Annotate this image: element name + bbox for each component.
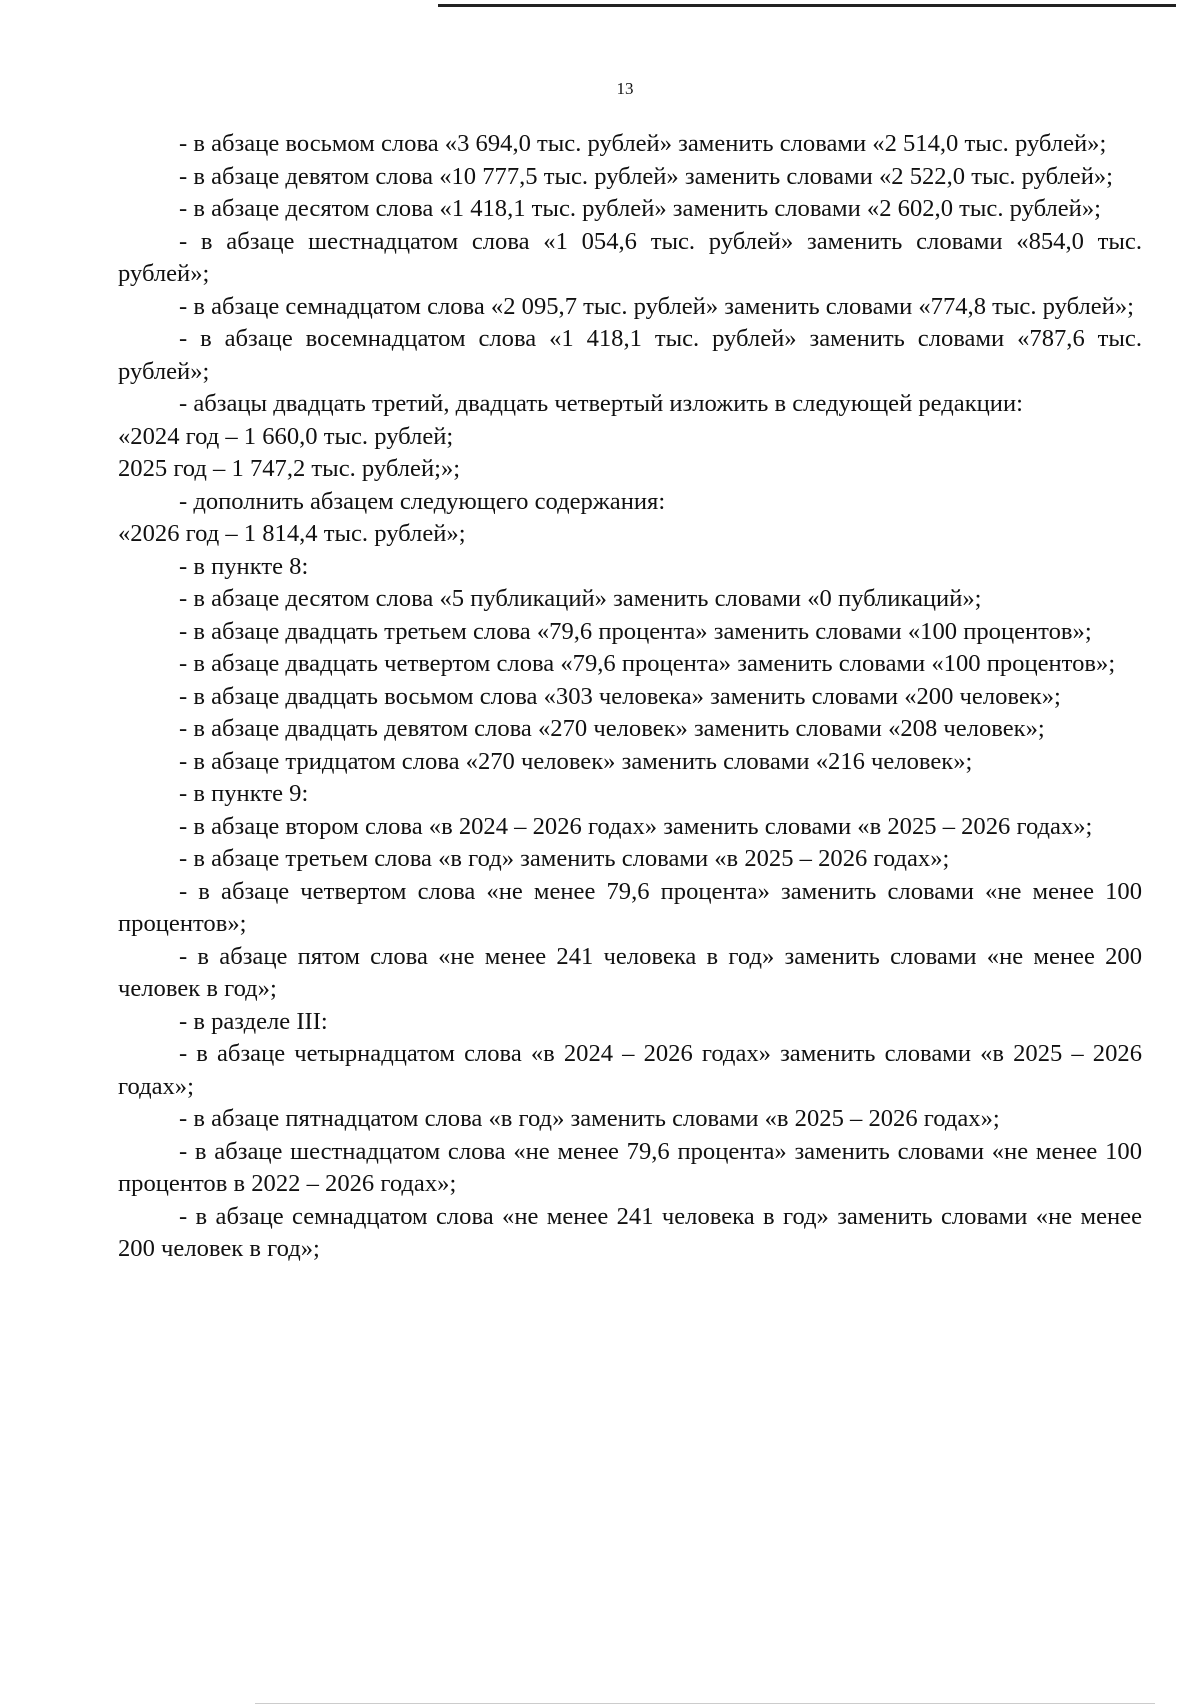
paragraph-6: - в абзаце восемнадцатом слова «1 418,1 тыс. рублей» заменить словами «787,6 тыс. рублей»;	[118, 325, 1142, 385]
paragraph-3: - в абзаце десятом слова «1 418,1 тыс. рублей» заменить словами «2 602,0 тыс. рублей»;	[179, 195, 1101, 222]
paragraph-2: - в абзаце девятом слова «10 777,5 тыс. рублей» заменить словами «2 522,0 тыс. рублей»;	[179, 162, 1114, 190]
page-number: 13	[616, 79, 634, 98]
paragraph-16: - в пункте 9:	[179, 780, 309, 807]
paragraph-17: - в абзаце втором слова «в 2024 – 2026 годах» заменить словами «в 2025 – 2026 годах»;	[179, 812, 1093, 840]
paragraph-12: - в абзаце двадцать четвертом слова «79,6 процента» заменить словами «100 процентов»;	[179, 650, 1116, 677]
paragraph-21: - в разделе III:	[179, 1007, 328, 1035]
bottom-scan-rule	[255, 1703, 1155, 1704]
paragraph-23: - в абзаце пятнадцатом слова «в год» заменить словами «в 2025 – 2026 годах»;	[179, 1105, 1000, 1132]
document-body	[118, 128, 1142, 1266]
paragraph-5: - в абзаце семнадцатом слова «2 095,7 тыс. рублей» заменить словами «774,8 тыс. рублей»;	[179, 292, 1134, 320]
top-scan-rule	[438, 4, 1176, 7]
paragraph-18: - в абзаце третьем слова «в год» заменить словами «в 2025 – 2026 годах»;	[179, 845, 950, 872]
paragraph-1: - в абзаце восьмом слова «3 694,0 тыс. рублей» заменить словами «2 514,0 тыс. рублей»;	[179, 130, 1107, 157]
paragraph-20: - в абзаце пятом слова «не менее 241 человека в год» заменить словами «не менее 200 человек в год»;	[118, 942, 1142, 1002]
paragraph-4: - в абзаце шестнадцатом слова «1 054,6 тыс. рублей» заменить словами «854,0 тыс. рублей»;	[118, 227, 1142, 287]
paragraph-7: - абзацы двадцать третий, двадцать четвертый изложить в следующей редакции:	[179, 390, 1023, 417]
paragraph-8: - дополнить абзацем следующего содержания:	[179, 487, 666, 515]
paragraph-15: - в абзаце тридцатом слова «270 человек» заменить словами «216 человек»;	[179, 747, 973, 775]
paragraph-25: - в абзаце семнадцатом слова «не менее 241 человека в год» заменить словами «не менее 200 человек в год»;	[118, 1202, 1142, 1262]
paragraph-13: - в абзаце двадцать восьмом слова «303 человека» заменить словами «200 человек»;	[179, 682, 1061, 710]
paragraph-10: - в абзаце десятом слова «5 публикаций» заменить словами «0 публикаций»;	[179, 585, 982, 612]
paragraph-9: - в пункте 8:	[179, 552, 309, 580]
paragraph-14: - в абзаце двадцать девятом слова «270 человек» заменить словами «208 человек»;	[179, 715, 1045, 742]
quoted-line-2026: «2026 год – 1 814,4 тыс. рублей»;	[118, 520, 466, 547]
quoted-line-2025: 2025 год – 1 747,2 тыс. рублей;»;	[118, 455, 461, 482]
paragraph-19: - в абзаце четвертом слова «не менее 79,6 процента» заменить словами «не менее 100 процентов»;	[118, 877, 1142, 937]
paragraph-22: - в абзаце четырнадцатом слова «в 2024 – 2026 годах» заменить словами «в 2025 – 2026 годах»;	[118, 1040, 1142, 1100]
paragraph-11: - в абзаце двадцать третьем слова «79,6 процента» заменить словами «100 процентов»;	[179, 617, 1092, 645]
quoted-line-2024: «2024 год – 1 660,0 тыс. рублей;	[118, 422, 454, 450]
paragraph-24: - в абзаце шестнадцатом слова «не менее 79,6 процента» заменить словами «не менее 100 процентов в 2022 – 2026 годах»;	[118, 1137, 1142, 1197]
